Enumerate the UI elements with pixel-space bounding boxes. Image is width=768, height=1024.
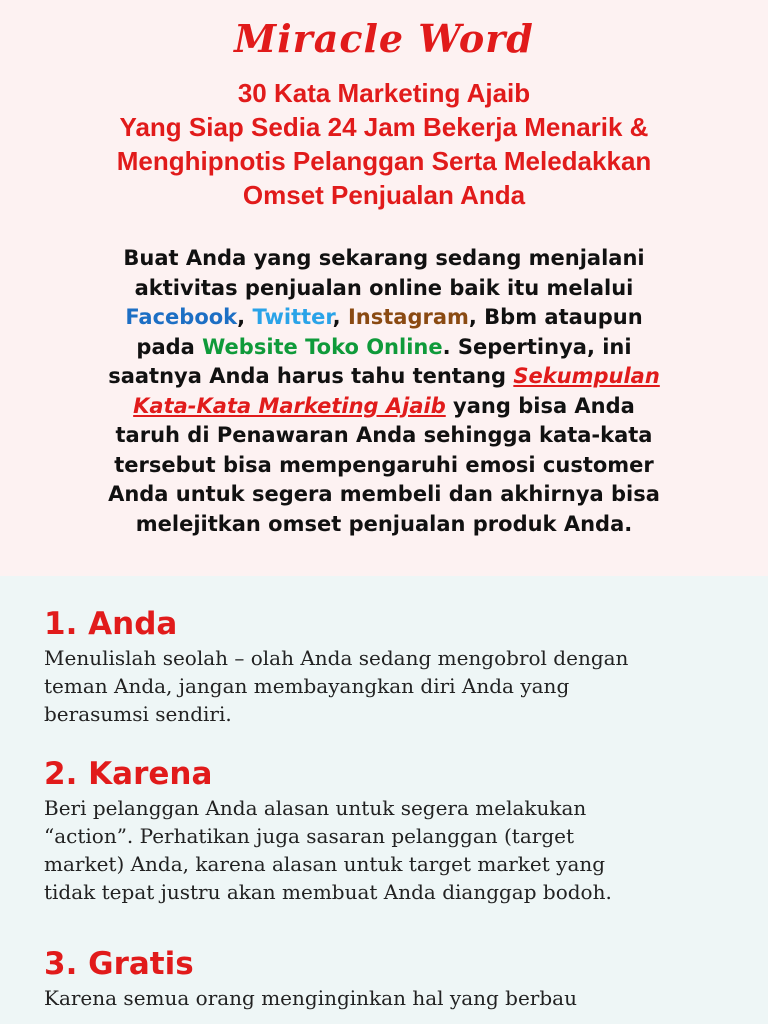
facebook-text: Facebook — [125, 305, 238, 329]
section-title: 2. Karena — [44, 756, 213, 792]
body-line: berasumsi sendiri. — [44, 702, 232, 726]
intro-line — [0, 333, 768, 363]
intro-line: Buat Anda yang sekarang sedang menjalani — [123, 246, 645, 270]
headline-line: Menghipnotis Pelanggan Serta Meledakkan — [116, 146, 652, 176]
body-line: Karena semua orang menginginkan hal yang berbau — [44, 986, 577, 1010]
intro-text: yang bisa Anda — [445, 393, 635, 418]
headline-line: Omset Penjualan Anda — [242, 180, 526, 210]
body-line: market) Anda, karena alasan untuk target market yang — [44, 852, 606, 876]
intro-line — [0, 362, 768, 392]
section-body — [44, 644, 744, 728]
body-line: teman Anda, jangan membayangkan diri Anda yang — [44, 674, 570, 698]
headline-line: 30 Kata Marketing Ajaib — [237, 78, 531, 108]
intro-text: , — [332, 305, 348, 329]
section-gratis — [44, 946, 744, 1012]
intro-line: Anda untuk segera membeli dan akhirnya bisa — [108, 482, 660, 506]
intro-line: aktivitas penjualan online baik itu melalui — [134, 275, 634, 300]
section-body — [44, 794, 744, 906]
intro-line: tersebut bisa mempengaruhi emosi customer — [114, 452, 654, 477]
body-line: Beri pelanggan Anda alasan untuk segera melakukan — [44, 796, 587, 820]
website-text: Website Toko Online — [202, 334, 443, 359]
intro-paragraph — [0, 244, 768, 539]
headline — [0, 76, 768, 212]
instagram-text: Instagram — [347, 305, 469, 329]
section-karena — [44, 756, 744, 906]
marketing-words-link[interactable]: Kata-Kata Marketing Ajaib — [133, 393, 446, 418]
body-line: tidak tepat justru akan membuat Anda dianggap bodoh. — [44, 880, 612, 904]
intro-text: , — [237, 305, 253, 329]
intro-line: taruh di Penawaran Anda sehingga kata-kata — [115, 423, 653, 447]
twitter-text: Twitter — [252, 305, 333, 329]
body-line: “action”. Perhatikan juga sasaran pelanggan (target — [44, 824, 574, 848]
intro-text: , Bbm ataupun — [468, 305, 643, 329]
headline-line: Yang Siap Sedia 24 Jam Bekerja Menarik & — [119, 112, 649, 142]
body-line: Menulislah seolah – olah Anda sedang mengobrol dengan — [44, 646, 629, 670]
section-title: 3. Gratis — [44, 946, 194, 982]
intro-line — [0, 392, 768, 422]
section-title: 1. Anda — [44, 606, 178, 642]
section-anda — [44, 606, 744, 728]
marketing-words-link[interactable]: Sekumpulan — [513, 364, 660, 388]
intro-text: saatnya Anda harus tahu tentang — [108, 364, 514, 388]
intro-text: pada — [136, 334, 203, 359]
section-body — [44, 984, 744, 1012]
document-title: Miracle Word — [234, 16, 534, 61]
intro-line: melejitkan omset penjualan produk Anda. — [135, 511, 633, 536]
intro-text: . Sepertinya, ini — [442, 334, 632, 359]
intro-line — [0, 303, 768, 333]
